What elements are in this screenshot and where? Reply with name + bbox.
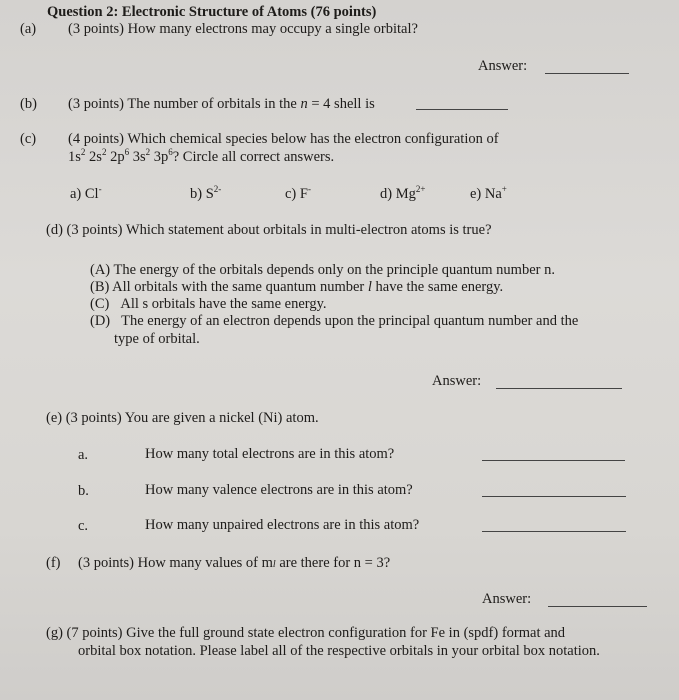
question-e-b-text: How many valence electrons are in this atom? [145,482,413,498]
question-c-label: (c) [20,131,37,147]
question-g-line1: (g) (7 points) Give the full ground state electron configuration for Fe in (spdf) format and [46,625,566,641]
option-c-d[interactable]: d) $Mg^{2+}$ [380,184,426,202]
option-d-b[interactable]: (B) All orbitals with the same quantum number l have the same energy. [90,279,504,295]
option-c-b[interactable]: b) $S^{2-}$ [190,184,222,202]
answer-f-blank[interactable] [548,606,647,607]
answer-e-a-blank[interactable] [482,460,625,461]
answer-a-blank[interactable] [545,73,629,74]
answer-b-blank[interactable] [416,109,508,110]
question-c-config: $1s^2$ $2s^2$ $2p^6$ $3s^2$ $3p^6$? Circle all correct answers. [68,147,335,165]
option-c-a[interactable]: a) Cl- [70,184,102,202]
question-f-label: (f) [46,555,61,571]
option-d-c[interactable]: (C) All s orbitals have the same energy. [90,296,327,312]
question-a-label: (a) [20,21,37,37]
question-e-c-text: How many unpaired electrons are in this atom? [145,517,420,533]
answer-d-label: Answer: [432,373,482,389]
question-e-a-text: How many total electrons are in this atom? [145,446,395,462]
question-g-line2: orbital box notation. Please label all of the respective orbitals in your orbital box notation. [78,643,600,659]
question-e-text: (e) (3 points) You are given a nickel (Ni) atom. [46,410,319,426]
option-c-c[interactable]: c) F- [285,184,311,202]
option-d-d[interactable]: (D) The energy of an electron depends upon the principal quantum number and the [90,313,579,329]
option-c-e[interactable]: e) Na+ [470,184,507,202]
answer-e-c-blank[interactable] [482,531,626,532]
question-b-label: (b) [20,96,37,112]
question-f-text: (3 points) How many values of ml are there for n = 3? [78,555,391,571]
answer-d-blank[interactable] [496,388,622,389]
question-a-text: (3 points) How many electrons may occupy a single orbital? [68,21,418,37]
question-e-c-label: c. [78,518,89,534]
question-b-text: (3 points) The number of orbitals in the n = 4 shell is [68,96,375,112]
option-d-d-cont: type of orbital. [114,331,200,347]
answer-a-label: Answer: [478,58,528,74]
question-e-a-label: a. [78,447,89,463]
question-c-line1: (4 points) Which chemical species below has the electron configuration of [68,131,499,147]
answer-f-label: Answer: [482,591,532,607]
answer-e-b-blank[interactable] [482,496,626,497]
question-d-text: (d) (3 points) Which statement about orbitals in multi-electron atoms is true? [46,222,492,238]
option-d-a[interactable]: (A) The energy of the orbitals depends only on the principle quantum number n. [90,262,555,278]
page-title: Question 2: Electronic Structure of Atoms (76 points) [47,4,377,20]
question-e-b-label: b. [78,483,89,499]
